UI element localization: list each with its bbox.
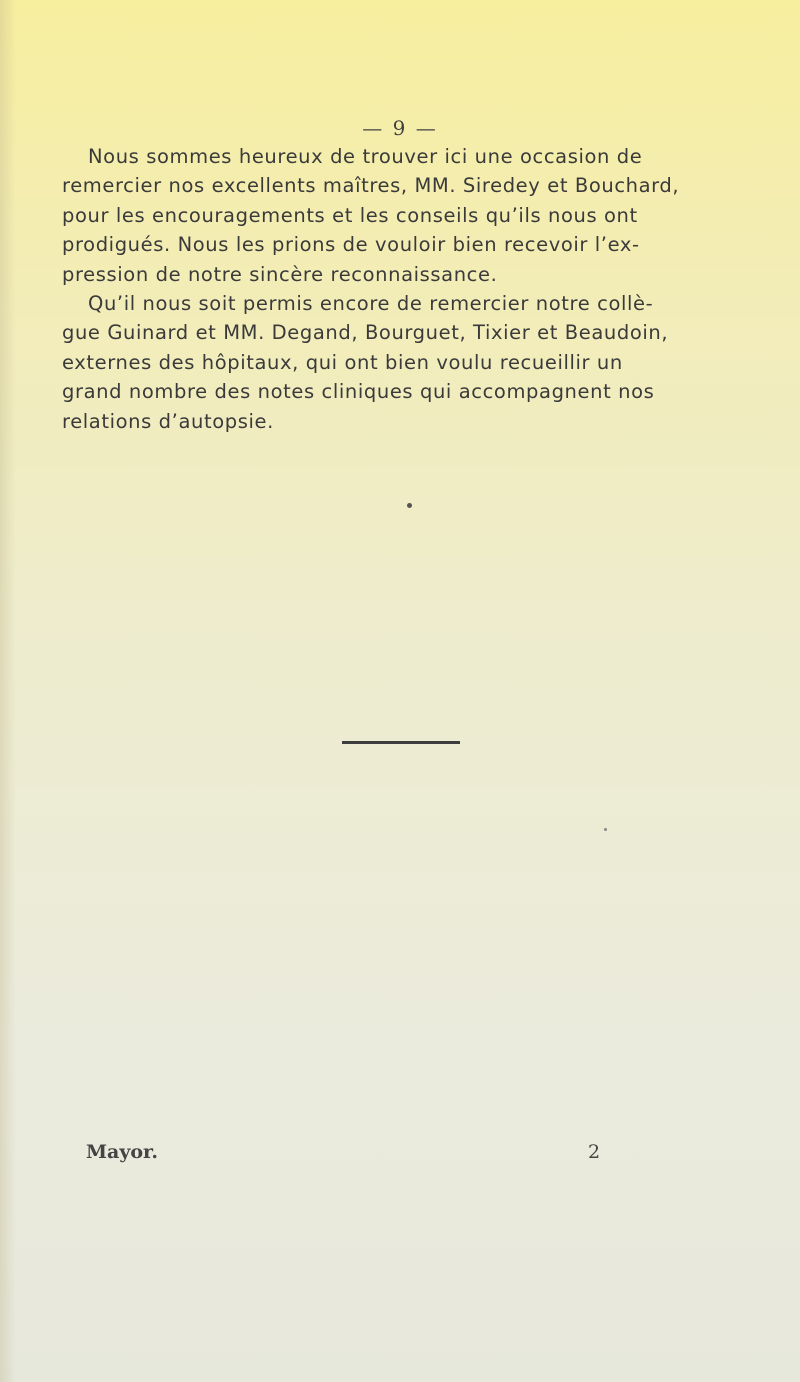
text-line: externes des hôpitaux, qui ont bien voulu recueillir un: [62, 350, 623, 374]
page-number: — 9 —: [362, 116, 438, 140]
text-line: pour les encouragements et les conseils qu’ils nous ont: [62, 203, 638, 227]
text-line: prodigués. Nous les prions de vouloir bien recevoir l’ex-: [62, 233, 640, 257]
body-text: [62, 142, 742, 436]
text-line: gue Guinard et MM. Degand, Bourguet, Tixier et Beaudoin,: [62, 321, 669, 345]
sheet-number: 2: [588, 1141, 601, 1163]
text-line: relations d’autopsie.: [62, 409, 274, 433]
ink-speck: [407, 503, 412, 508]
text-line: Qu’il nous soit permis encore de remercier notre collè-: [88, 291, 654, 315]
ink-speck: [604, 828, 607, 831]
signature-mark: Mayor.: [86, 1141, 158, 1163]
text-line: Nous sommes heureux de trouver ici une occasion de: [88, 145, 643, 168]
paragraph-acknowledgement-teachers: [62, 142, 742, 289]
text-line: grand nombre des notes cliniques qui accompagnent nos: [62, 380, 655, 404]
paragraph-acknowledgement-colleagues: [62, 289, 742, 436]
text-line: pression de notre sincère reconnaissance.: [62, 262, 498, 286]
separator-rule: [342, 741, 460, 744]
page-edge-shadow: [0, 0, 16, 1382]
text-line: remercier nos excellents maîtres, MM. Siredey et Bouchard,: [62, 174, 680, 198]
